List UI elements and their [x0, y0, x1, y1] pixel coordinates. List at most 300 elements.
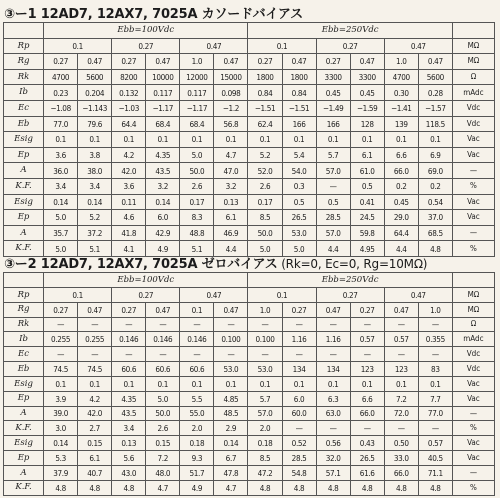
table-row: [4, 376, 495, 391]
table-cell: 0.1: [418, 132, 452, 148]
table-cell: —: [316, 347, 350, 362]
table-cell: 10000: [146, 69, 180, 85]
table-cell: 0.100: [214, 332, 248, 347]
table-cell: 1800: [282, 69, 316, 85]
row-unit: —: [452, 163, 494, 179]
table-cell: 0.47: [146, 54, 180, 70]
table-cell: −1.59: [350, 100, 384, 116]
table-cell: 0.56: [316, 436, 350, 451]
row-unit: MΩ: [452, 302, 494, 317]
table-cell: 0.47: [78, 302, 112, 317]
table-cell: —: [180, 347, 214, 362]
unit-blank: [452, 273, 494, 288]
table-cell: 0.1: [316, 376, 350, 391]
table-cell: 37.9: [44, 465, 78, 480]
table-cell: —: [44, 347, 78, 362]
table-cell: 5.5: [180, 391, 214, 406]
table-cell: 7.2: [384, 391, 418, 406]
table-cell: 0.132: [112, 85, 146, 101]
row-label: Ep: [4, 391, 44, 406]
rp-row: [4, 287, 495, 302]
table-cell: 0.17: [248, 194, 282, 210]
table-cell: —: [44, 317, 78, 332]
table-cell: 0.1: [282, 376, 316, 391]
table-cell: 2.6: [248, 178, 282, 194]
row-unit: Vac: [452, 132, 494, 148]
table-cell: 0.1: [78, 376, 112, 391]
rp-value: 0.47: [384, 287, 452, 302]
table-cell: −1.08: [44, 100, 78, 116]
table-cell: 0.27: [44, 302, 78, 317]
table-cell: —: [214, 347, 248, 362]
table-row: [4, 132, 495, 148]
table-cell: 6.1: [350, 147, 384, 163]
table-cell: 0.2: [384, 178, 418, 194]
table-cell: 0.5: [350, 178, 384, 194]
table-cell: —: [418, 421, 452, 436]
row-unit: %: [452, 421, 494, 436]
table-row: [4, 302, 495, 317]
row-unit: %: [452, 241, 494, 257]
table-cell: —: [180, 317, 214, 332]
row-unit: Vdc: [452, 116, 494, 132]
table-cell: —: [112, 317, 146, 332]
table-cell: 0.1: [214, 132, 248, 148]
table-cell: —: [78, 317, 112, 332]
table-row: [4, 332, 495, 347]
table-cell: 32.0: [316, 451, 350, 466]
table-cell: 3.4: [112, 421, 146, 436]
table-cell: 3.9: [44, 391, 78, 406]
table-cell: 24.5: [350, 210, 384, 226]
table-cell: 26.5: [350, 451, 384, 466]
table-cell: 5.0: [44, 241, 78, 257]
table-cell: 36.0: [44, 163, 78, 179]
table-cell: 134: [282, 362, 316, 377]
table-cell: 0.84: [248, 85, 282, 101]
table-cell: 4700: [44, 69, 78, 85]
rp-value: 0.1: [248, 38, 316, 54]
table-cell: 2.0: [180, 421, 214, 436]
table-cell: 5.1: [78, 241, 112, 257]
table-cell: 4.4: [384, 241, 418, 257]
row-label: Esig: [4, 132, 44, 148]
row-unit: Vdc: [452, 362, 494, 377]
table-cell: 0.84: [282, 85, 316, 101]
table-cell: 12000: [180, 69, 214, 85]
ebb-header: Ebb=250Vdc: [248, 273, 452, 288]
table-cell: 6.1: [214, 210, 248, 226]
ebb-header: Ebb=100Vdc: [44, 273, 248, 288]
row-unit: MΩ: [452, 38, 494, 54]
table-cell: 71.1: [418, 465, 452, 480]
table-cell: 63.0: [316, 406, 350, 421]
table-cell: 5600: [418, 69, 452, 85]
table-cell: 43.5: [146, 163, 180, 179]
table-cell: 0.57: [384, 332, 418, 347]
table-cell: 3.0: [44, 421, 78, 436]
row-label: K.F.: [4, 421, 44, 436]
table-cell: 1800: [248, 69, 282, 85]
table-cell: 0.14: [78, 194, 112, 210]
table-row: [4, 436, 495, 451]
table-cell: 0.45: [350, 85, 384, 101]
table-cell: 47.2: [248, 465, 282, 480]
table-cell: 6.0: [282, 391, 316, 406]
table-cell: 62.4: [248, 116, 282, 132]
row-label: Rp: [4, 38, 44, 54]
table-cell: 6.6: [350, 391, 384, 406]
table-cell: —: [350, 317, 384, 332]
table-cell: 4.35: [146, 147, 180, 163]
table-cell: 0.18: [248, 436, 282, 451]
table-cell: 0.146: [112, 332, 146, 347]
table-cell: 0.255: [78, 332, 112, 347]
table-row: [4, 451, 495, 466]
table-cell: 0.1: [350, 132, 384, 148]
unit-blank: [452, 23, 494, 39]
table-cell: 1.0: [248, 302, 282, 317]
table-cell: 0.1: [282, 132, 316, 148]
table-row: [4, 347, 495, 362]
table-cell: −1.2: [214, 100, 248, 116]
table-cell: 5.7: [248, 391, 282, 406]
table-cell: 4700: [384, 69, 418, 85]
table-cell: 66.0: [384, 163, 418, 179]
table-cell: 4.35: [112, 391, 146, 406]
table-cell: 0.117: [146, 85, 180, 101]
table-cell: 0.47: [282, 54, 316, 70]
table-cell: 3.6: [44, 147, 78, 163]
table-row: [4, 317, 495, 332]
table-row: [4, 100, 495, 116]
row-label: A: [4, 225, 44, 241]
table-cell: 0.47: [418, 54, 452, 70]
table-cell: 4.4: [316, 241, 350, 257]
table-cell: 134: [316, 362, 350, 377]
table-cell: 5.2: [248, 147, 282, 163]
table-cell: 0.2: [418, 178, 452, 194]
table-cell: 5600: [78, 69, 112, 85]
table-cell: 74.5: [78, 362, 112, 377]
table-cell: 72.0: [384, 406, 418, 421]
table-cell: 50.0: [180, 163, 214, 179]
table-cell: 77.0: [418, 406, 452, 421]
row-unit: Vac: [452, 376, 494, 391]
table-cell: 0.1: [214, 376, 248, 391]
table-cell: 4.95: [350, 241, 384, 257]
table-cell: —: [282, 347, 316, 362]
table-row: [4, 225, 495, 241]
rp-value: 0.27: [316, 38, 384, 54]
table-cell: 66.0: [384, 465, 418, 480]
table-cell: —: [418, 347, 452, 362]
table-cell: 2.6: [180, 178, 214, 194]
row-unit: Vac: [452, 147, 494, 163]
table-cell: 48.5: [214, 406, 248, 421]
table-cell: —: [418, 317, 452, 332]
rp-value: 0.27: [112, 38, 180, 54]
table-cell: 43.0: [112, 465, 146, 480]
table-cell: 3.2: [146, 178, 180, 194]
table-cell: —: [316, 178, 350, 194]
table-cell: 66.0: [350, 406, 384, 421]
table-cell: 77.0: [44, 116, 78, 132]
table-cell: 4.8: [316, 480, 350, 495]
table-cell: 0.47: [350, 54, 384, 70]
row-label: Rk: [4, 69, 44, 85]
table-row: [4, 85, 495, 101]
table-row: [4, 480, 495, 495]
table-cell: 39.0: [44, 406, 78, 421]
table-cell: 0.1: [146, 132, 180, 148]
rp-row: [4, 38, 495, 54]
table-cell: 0.45: [316, 85, 350, 101]
row-label: Esig: [4, 376, 44, 391]
table-cell: 4.2: [78, 391, 112, 406]
rp-value: 0.1: [248, 287, 316, 302]
rp-value: 0.27: [316, 287, 384, 302]
table-cell: 54.0: [282, 163, 316, 179]
row-label: Eb: [4, 362, 44, 377]
table-cell: 3.6: [112, 178, 146, 194]
table-cell: 0.27: [350, 302, 384, 317]
table-cell: 0.1: [112, 376, 146, 391]
section-title-text: ③ー1 12AD7, 12AX7, 7025A カソードバイアス: [4, 7, 303, 22]
row-label: Ib: [4, 332, 44, 347]
table-cell: —: [316, 317, 350, 332]
table-cell: 7.2: [146, 451, 180, 466]
table-cell: 0.117: [180, 85, 214, 101]
table-cell: —: [146, 317, 180, 332]
rp-value: 0.47: [180, 287, 248, 302]
table-cell: −1.143: [78, 100, 112, 116]
row-label: Rg: [4, 54, 44, 70]
table-cell: 5.0: [180, 147, 214, 163]
row-unit: Vac: [452, 194, 494, 210]
table-cell: 0.27: [248, 54, 282, 70]
table-cell: 50.0: [248, 225, 282, 241]
table-cell: 28.5: [316, 210, 350, 226]
table-cell: 0.28: [418, 85, 452, 101]
corner-cell: [4, 23, 44, 39]
table-cell: −1.57: [418, 100, 452, 116]
table-cell: 6.3: [316, 391, 350, 406]
table-cell: −1.17: [146, 100, 180, 116]
table-cell: 2.9: [214, 421, 248, 436]
table-cell: 8.3: [180, 210, 214, 226]
table-cell: 0.14: [44, 194, 78, 210]
table-cell: —: [146, 347, 180, 362]
table-row: [4, 391, 495, 406]
table-cell: 0.5: [282, 194, 316, 210]
ebb-row: [4, 273, 495, 288]
table-cell: 41.8: [112, 225, 146, 241]
table-cell: 0.27: [112, 54, 146, 70]
table-cell: 46.9: [214, 225, 248, 241]
table-cell: 4.8: [384, 480, 418, 495]
spec-table: [3, 272, 495, 496]
table-cell: 4.2: [112, 147, 146, 163]
table-cell: 5.0: [248, 241, 282, 257]
ebb-header: Ebb=100Vdc: [44, 23, 248, 39]
table-cell: 0.100: [248, 332, 282, 347]
table-cell: 6.7: [214, 451, 248, 466]
table-cell: 0.13: [214, 194, 248, 210]
table-cell: 4.8: [418, 480, 452, 495]
table-cell: 57.0: [316, 225, 350, 241]
table-cell: 61.0: [350, 163, 384, 179]
table-cell: 68.4: [180, 116, 214, 132]
table-cell: 0.1: [44, 132, 78, 148]
table-cell: −1.41: [384, 100, 418, 116]
table-cell: 0.098: [214, 85, 248, 101]
table-cell: 0.1: [248, 132, 282, 148]
table-cell: 4.8: [44, 480, 78, 495]
table-cell: 5.1: [180, 241, 214, 257]
table-cell: 0.17: [180, 194, 214, 210]
table-cell: 64.4: [384, 225, 418, 241]
table-cell: −1.51: [282, 100, 316, 116]
table-cell: 4.8: [78, 480, 112, 495]
table-cell: 42.9: [146, 225, 180, 241]
table-cell: 0.23: [44, 85, 78, 101]
table-cell: —: [384, 317, 418, 332]
table-cell: 55.0: [180, 406, 214, 421]
table-cell: 40.5: [418, 451, 452, 466]
table-cell: —: [350, 421, 384, 436]
table-cell: 3.4: [78, 178, 112, 194]
table-cell: 0.52: [282, 436, 316, 451]
row-unit: mAdc: [452, 85, 494, 101]
table-cell: 0.1: [44, 376, 78, 391]
spec-table: [3, 22, 495, 257]
table-row: [4, 54, 495, 70]
table-cell: 1.0: [180, 54, 214, 70]
table-cell: 0.57: [350, 332, 384, 347]
table-cell: 43.5: [112, 406, 146, 421]
table-cell: 0.1: [384, 376, 418, 391]
table-cell: 0.27: [316, 54, 350, 70]
table-cell: 4.4: [214, 241, 248, 257]
table-cell: —: [316, 421, 350, 436]
table-cell: 5.0: [282, 241, 316, 257]
table-cell: 0.1: [384, 132, 418, 148]
table-cell: 5.0: [146, 391, 180, 406]
table-cell: 1.16: [282, 332, 316, 347]
ebb-row: [4, 23, 495, 39]
table-cell: 0.15: [78, 436, 112, 451]
table-cell: 123: [350, 362, 384, 377]
table-cell: 9.3: [180, 451, 214, 466]
rp-value: 0.27: [112, 287, 180, 302]
table-cell: 4.8: [418, 241, 452, 257]
row-unit: Vdc: [452, 347, 494, 362]
table-cell: 0.1: [248, 376, 282, 391]
row-label: K.F.: [4, 480, 44, 495]
table-cell: 0.1: [180, 132, 214, 148]
table-cell: 0.1: [418, 376, 452, 391]
table-cell: 0.27: [44, 54, 78, 70]
table-cell: 74.5: [44, 362, 78, 377]
table-cell: 0.13: [112, 436, 146, 451]
row-label: Ib: [4, 85, 44, 101]
table-cell: 118.5: [418, 116, 452, 132]
table-row: [4, 116, 495, 132]
row-unit: Ω: [452, 317, 494, 332]
table-cell: 51.7: [180, 465, 214, 480]
table-cell: 5.4: [282, 147, 316, 163]
table-cell: 4.7: [146, 480, 180, 495]
row-unit: %: [452, 178, 494, 194]
table-cell: 5.2: [78, 210, 112, 226]
table-row: [4, 406, 495, 421]
section-subtitle-text: (Rk=0, Ec=0, Rg=10MΩ): [281, 257, 428, 271]
table-cell: 52.0: [248, 163, 282, 179]
table-cell: 4.9: [180, 480, 214, 495]
section-title: [4, 253, 427, 272]
table-cell: 0.1: [78, 132, 112, 148]
table-cell: 0.47: [384, 302, 418, 317]
table-cell: 28.5: [282, 451, 316, 466]
table-cell: —: [248, 317, 282, 332]
row-label: A: [4, 163, 44, 179]
table-cell: 29.0: [384, 210, 418, 226]
row-label: K.F.: [4, 241, 44, 257]
table-cell: 0.1: [180, 302, 214, 317]
row-unit: mAdc: [452, 332, 494, 347]
table-cell: 83: [418, 362, 452, 377]
table-cell: 5.0: [44, 210, 78, 226]
row-unit: Ω: [452, 69, 494, 85]
row-unit: MΩ: [452, 287, 494, 302]
table-cell: 0.54: [418, 194, 452, 210]
row-label: Esig: [4, 436, 44, 451]
table-cell: 4.7: [214, 480, 248, 495]
table-cell: 40.7: [78, 465, 112, 480]
table-cell: 8.5: [248, 451, 282, 466]
table-cell: 0.14: [146, 194, 180, 210]
table-cell: 0.41: [350, 194, 384, 210]
table-cell: 4.9: [146, 241, 180, 257]
row-unit: MΩ: [452, 54, 494, 70]
table-cell: 60.6: [112, 362, 146, 377]
table-cell: 60.6: [180, 362, 214, 377]
row-label: Ep: [4, 210, 44, 226]
row-unit: —: [452, 225, 494, 241]
row-label: Rk: [4, 317, 44, 332]
table-cell: 64.4: [112, 116, 146, 132]
table-cell: —: [282, 421, 316, 436]
table-cell: 4.8: [350, 480, 384, 495]
table-cell: 0.45: [384, 194, 418, 210]
table-cell: 5.3: [44, 451, 78, 466]
table-cell: 0.1: [146, 376, 180, 391]
row-unit: Vdc: [452, 100, 494, 116]
table-cell: 53.0: [282, 225, 316, 241]
table-cell: 7.7: [418, 391, 452, 406]
section-title-text: ③ー2 12AD7, 12AX7, 7025A ゼロバイアス: [4, 257, 278, 272]
row-label: Ec: [4, 100, 44, 116]
row-unit: Vac: [452, 391, 494, 406]
table-cell: 5.7: [316, 147, 350, 163]
table-cell: 1.0: [418, 302, 452, 317]
table-cell: —: [78, 347, 112, 362]
row-label: Rp: [4, 287, 44, 302]
table-cell: 69.0: [418, 163, 452, 179]
row-unit: —: [452, 465, 494, 480]
table-cell: 79.6: [78, 116, 112, 132]
